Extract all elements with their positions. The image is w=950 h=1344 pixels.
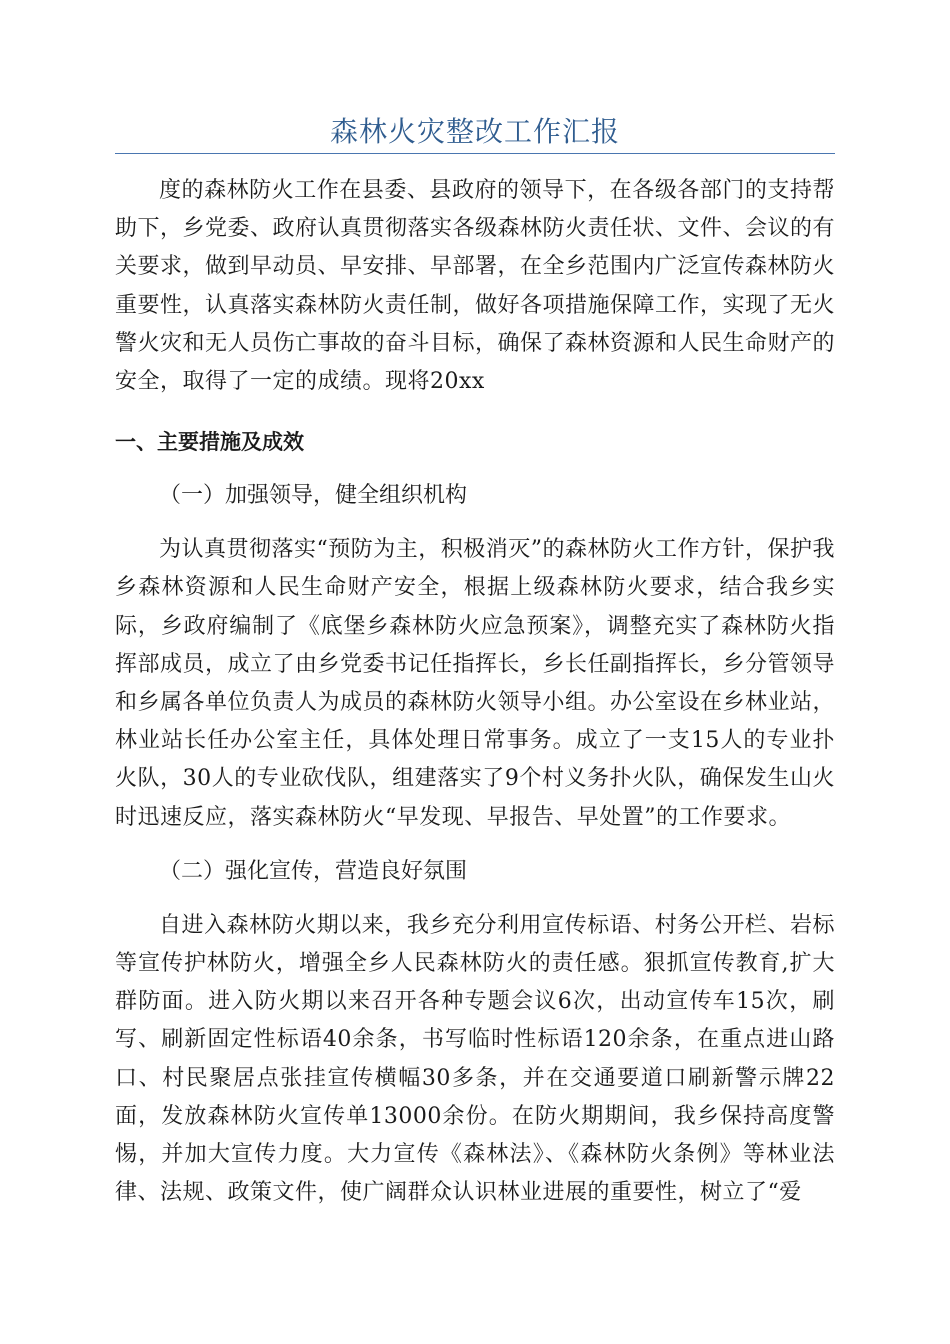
intro-paragraph: 度的森林防火工作在县委、县政府的领导下，在各级各部门的支持帮助下，乡党委、政府认真贯彻落实各级森林防火责任状、文件、会议的有关要求，做到早动员、早安排、早部署，在全乡范围内广泛宣传森林防火重要性，认真落实森林防火责任制，做好各项措施保障工作，实现了无火警火灾和无人员伤亡事故的奋斗目标，确保了森林资源和人民生命财产的安全，取得了一定的成绩。现将20xx xyxy=(115,178,836,395)
section-heading-1: 一、主要措施及成效 xyxy=(115,430,304,455)
subsection-heading-1: （一）加强领导，健全组织机构 xyxy=(159,483,468,509)
title-underline xyxy=(115,153,835,154)
subsection-heading-2: （二）强化宣传，营造良好氛围 xyxy=(159,858,468,884)
subsection-2-paragraph: 自进入森林防火期以来，我乡充分利用宣传标语、村务公开栏、岩标等宣传护林防火，增强全乡人民森林防火的责任感。狠抓宣传教育,扩大群防面。进入防火期以来召开各种专题会议6次，出动宣传车15次，刷写、刷新固定性标语40余条，书写临时性标语120余条，在重点进山路口、村民聚居点张挂宣传横幅30多条，并在交通要道口刷新警示牌22面，发放森林防火宣传单13000余份。在防火期期间，我乡保持高度警惕，并加大宣传力度。大力宣传《森林法》、《森林防火条例》等林业法律、法规、政策文件，使广阔群众认识林业进展的重要性，树立了“爱 xyxy=(115,912,835,1206)
document-body xyxy=(115,172,835,1212)
document-title: 森林火灾整改工作汇报 xyxy=(329,115,620,148)
subsection-1-paragraph: 为认真贯彻落实“预防为主，积极消灭”的森林防火工作方针，保护我乡森林资源和人民生命财产安全，根据上级森林防火要求，结合我乡实际，乡政府编制了《底堡乡森林防火应急预案》，调整充实了森林防火指挥部成员，成立了由乡党委书记任指挥长，乡长任副指挥长，乡分管领导和乡属各单位负责人为成员的森林防火领导小组。办公室设在乡林业站，林业站长任办公室主任，具体处理日常事务。成立了一支15人的专业扑火队，30人的专业砍伐队，组建落实了9个村义务扑火队，确保发生山火时迅速反应，落实森林防火“早发现、早报告、早处置”的工作要求。 xyxy=(115,537,836,830)
